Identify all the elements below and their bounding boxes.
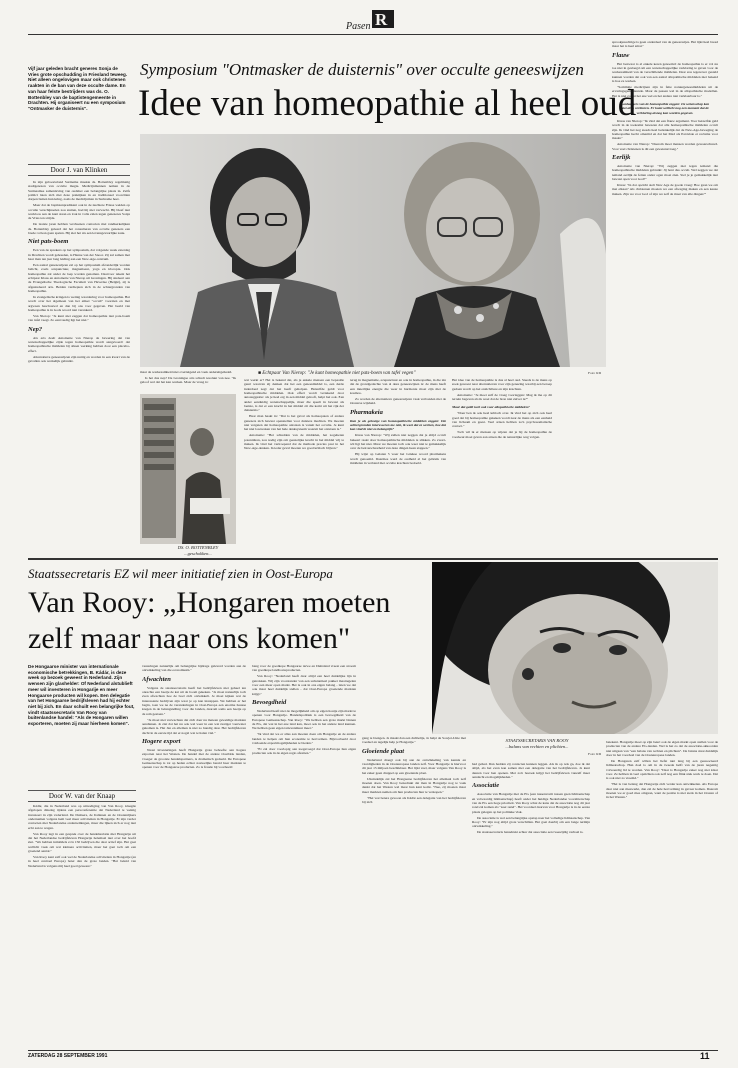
subheading: Pharmakeia — [350, 408, 383, 416]
article2-column-4 — [362, 736, 466, 1044]
photo-couple-credit: Foto: RD — [588, 371, 602, 375]
paragraph: maar de werkzaamheid niet overtuigend en vaak onderuitgehaald. — [140, 370, 233, 374]
article2-author: Door W. van der Knaap — [28, 790, 136, 802]
photo-couple — [140, 134, 606, 367]
paragraph: De staatssecretaris benadrukt echter dat associatie een tweezijdig verhaal is. — [477, 830, 584, 835]
paragraph: Associatie van Hongarije met de EG (een tussenvorm tussen geen lidmaatschap en volwaardig lidmaatschap) heeft onder het huidige Nederlandse voorzitterschap van de EG een hoge prioriteit. Van Rooy schat de kans dat de associatie nog dit jaar rond zal komen als "zeer reëel". Het voordeel daarvan voor Hongarije is in de eerste plaats gelegen op het politieke vlak. — [472, 792, 590, 814]
page-number: 11 — [700, 1051, 710, 1061]
paragraph: Zo worden de alternatieve geneeswijzen vaak verbonden met de Oosterse wijsheid. — [350, 396, 446, 406]
article1-column-1 — [28, 180, 130, 526]
article2-column-3 — [252, 664, 356, 1044]
paragraph: Uiteindelijk zal het Hongaarse bedrijfsleven het allemaal toch zelf moeten doen. Van Rooy benadrukt dat men in Hongarije nog te vaak denkt dat het Westen wel maar hun kant komt. "Nee, zij moeten maar meer markten nemen om hun producten hier te verkopen." — [362, 776, 466, 794]
paragraph: Volgens de staatssecretaris heeft het bedrijfsleven niet geheel ten onrechte een beetje de kat uit de boom gekeken. "Je moet natuurlijk toch even afwachten hoe de boel zich ontwikkelt. Je moet kijken wat de interessante bedrijven zijn waar je op kan instappen. We hebben er het begin, toen we na de veranderingen in Oost-Europa een enorme hausse kregen in de belangstelling voor die landen, daarom soms een beetje op de rem gestaan." — [142, 685, 246, 716]
svg-text:R: R — [375, 10, 388, 29]
pull-quote: Aanhangers van de homeopathie zeggen: De wetenschap kan niet alles verklaren. Er komt wellicht nog een moment dat de verklaring alsnog kan worden gegeven. — [620, 102, 710, 115]
article2-kicker: Staatssecretaris EZ wil meer initiatief zien in Oost-Europa — [28, 566, 333, 581]
caption-name: DS. O. BOTTENBLEY — [177, 545, 219, 550]
caption-name: STAATSSECRETARIS VAN ROOY — [505, 738, 569, 743]
article1-lead: Vijf jaar geleden bracht generes Sonja de Vries grote opschudding in Friesland teweeg. Niet alleen ongelovigen maar ook christenen raakten in de ban van deze occulte dame. En van haar felste bestrijders was ds. O. Bottenbley van de baptistengemeente in Drachten. Hij organiseert nu een symposium "Ontmasker de duisternis". — [28, 66, 128, 111]
article2-lead: De Hongaarse minister van internationale economische betrekkingen, B. Kádár, is deze week op bezoek geweest in Nederland. Zijn wensen zijn glashelder: Of Nederland alstublieft meer wil investeren in Hongarije en meer Hongaarse producten wil kopen. Een delegatie van het Hongaarse bedrijfsleven had hij echter niet bij zich. En daar schuilt een belangrijke fout, vindt staatssecretaris Van Rooy van buitenlandse handel: "Als de Hongaren willen exporteren, moeten zij maar hierheen komen". — [28, 664, 135, 727]
article1-column-3 — [244, 378, 344, 556]
paragraph: "Je moet niet verwachten dat zich daar nu meteen geweldige markten aandienen. Je ziet dat het nu ook wel weer in een wat rustiger vaarwater gekomen is. Het Jan en alleman is niet zo handig daar. Het bedrijfsleven dacht in de eerste tijd dat er nogal wat te halen viel." — [142, 717, 246, 735]
photo-couple-caption — [258, 371, 558, 377]
article-separator — [28, 558, 718, 560]
paragraph: "Het is van belang dat Hongarije zich verder kan ontwikkelen. Als Europa daar niet aan meewerkt, dan zal de hele hervorming in gevaar komen. Daarom moeten we er goed mee omgaan, want de positie is niet sterk in het Oosten of in het Westen." — [606, 782, 718, 800]
paragraph: "Ik vind dat we er alles aan moeten doen om Hongarije en de andere landen te helpen om hun economie te hervormen. Bijvoorbeeld door voldoende exportmogelijkheden te bieden." — [252, 732, 356, 745]
paragraph: Maar dat de baptistenpredikant ook in de nuchtere Friese weiden op occulte verschijnselen zou stuiten, had hij niet verwacht. Hij bleef niet werkloos aan de kant staan en trok in volle zalen tegen genezeres Sonja de Vries ten strijde. — [28, 203, 130, 221]
paragraph: Van Rooy: "Nederland heeft daar altijd een heel duidelijke lijn in getrokken. Wij zijn voorstander van een substantieel pakket maatregelen voor een meer open markt. Het is ook in ons eigen belang - laten we dat ook maar heel duidelijk stellen - dat Oost-Europa groeiende markten krijgt." — [252, 674, 356, 696]
paragraph: gang te brengen. Je maakt dan een dubbeltje, Je helpt de Sowjet-Unie met voedsel en tegelijk help je Hongarije." — [362, 736, 466, 745]
paragraph: "Sommige medicijnen zijn in feite natuurgeneesmiddelen uit de ervaringsgeneeskunde. Maar de passen wel in de allopathische modellen. Het is niet zo dat het ene wel en het andere niet verklaarbaar is." — [612, 85, 718, 98]
subheading: Gloeiende plaat — [362, 747, 405, 755]
paragraph: Antoinette: "Je moet zelf de vraag voorleggen: Mag ik me op dit terrein begeven als ik weet dat de bron niet zuiver is?" — [452, 392, 552, 401]
subheading: Hogere export — [142, 738, 181, 746]
paragraph: Klaas: "In dat opzicht stelt New Age de goede vraag: Hoe gaan we om met elkaar? Als christenen moeten we een afweging maken en een keuze maken. Zijn we voor God of zijn we zelf de maat van alle dingen?" — [612, 183, 718, 196]
photo-van-rooy-caption — [472, 738, 602, 750]
article1-author: Door J. van Klinken — [28, 164, 130, 176]
footer-rule — [28, 1050, 718, 1051]
section-logo-icon — [342, 10, 402, 32]
subheading: Nep? — [28, 325, 43, 333]
paragraph: wat werkt er? Het is bekend dat, als je enkele mensen een bepaalde geurt waarvan zij denken dat het een geneesmiddel is, een derde inderdaad zegt dat het heeft geholpen. Hetzelfde geldt voor homeopathische middelen. Ook effect wordt vertekend door autosuggestie: als je heel erg in een middel gelooft, helpt het ook. Een ander eenduidig wetenschappelijk, maar die speelt in bewust als laatste, is dat er een kracht in het middel zit die komt uit het rijk der duisternis." — [244, 378, 344, 413]
article1-column-2 — [140, 370, 236, 392]
paragraph: Haar man haakt in: "Dat is het geval als homeopaten of andere genezers zich bewust openstellen voor duistere machten. We moeten niet vergeten dat homeopathie ontstaan is vanuit het occulte. Je kunt het niet loszweken van het hele denksysteem waaruit het ontstaan is." — [244, 414, 344, 432]
caption-quote: ...balans van rechten en plichten... — [505, 744, 569, 749]
paragraph: Een aantal genezewijzen zal op het symposium afzonderlijk worden belicht, zoals acupunctuur, magnetiseur, yoga en iriscopie. Ook homeopathie zal onder de loep worden genomen. Daarvoor tekent het echtpaar Klaas en Antoinette van Nierop uit Groningen. Hij studeert aan de Evangelische Theologische Faculteit van Heverlee (België), zij is afgestudeerd arts. Beiden verdiepten zich in de achtergronden van homeopathie. — [28, 262, 130, 293]
paragraph: De associatie is wel een belangrijke opstap naar het volledige lidmaatschap. Van Rooy: "Er zijn nog altijd grote verschillen. Het gaat daarbij om een lange termijn ontwikkeling." — [472, 815, 590, 829]
caption-quote: ...geschokken... — [184, 551, 212, 556]
article2-column-6 — [606, 740, 718, 1044]
subheading: Associatie — [472, 782, 500, 790]
paragraph: "Daar ben ik ook heel kritisch over. Ik vind het op zich ook heel goed dat bij homeopathie gekeken wordt naar de mens als een eenheid van lichaam en geest. Veel artsen hebben zo'n psychosomatische contact." — [452, 411, 552, 429]
article2-column-2 — [142, 664, 246, 1044]
subheading: Eerlijk — [612, 154, 631, 162]
caption-text: Echtpaar Van Nierop: "Je kunt homeopathie niet pats-boem van tafel vegen" — [262, 371, 416, 376]
subheading: Afwachten — [142, 675, 171, 683]
article1-kicker: Symposium "Ontmasker de duisternis" over occulte geneeswijzen — [140, 60, 584, 79]
subheading: Flauw — [612, 51, 630, 59]
pull-quote: Maar dat geldt toch ook voor allopathische middelen? — [452, 405, 530, 410]
paragraph: Klaas van Nierop: "Wij zullen niet zeggen dat je altijd occult bekeert raakt door homeopathische middelen te slikken. Zo zwart-wit ligt het niet. Maar we moeten toch ook weer niet te gemakkelijk over de betrouwbaarheid van deze dingen heen stappen." — [350, 433, 446, 451]
pull-quote: Kun je als gelovige van homeopathische middelen zeggen: Die achtergronden interesseren me niet, ik weet dat ze werken, hoe dat kan vind ik niet zo belangrijk? — [350, 418, 446, 432]
paragraph: Klaas van Nierop: "Ik vind dat een flauw argument. Voor hetzelfde geld wordt in de toekomst bewezen dat alle homeopathische middelen occult zijn. Ik vind het nog steeds heel bedenkelijk dat de New-Age-beweging de homeopathie hecht omarmd en dat het Mad als Paravisie er reclame voor maakt." — [612, 119, 718, 141]
article1-column-6 — [612, 40, 718, 556]
paragraph: Van Rooy legt in een gesprek over de handelsrelatie met Hongarije uit dat het Nederlandse bedrijfsleven Hongarije helemaal niet over het hoofd ziet. "We hebben inmiddels zo'n 150 bedrijven die daar actief zijn. Het gaat wellicht vaak om wat kleinere activiteiten, maar het gaat toch om een groeiend aantal." — [28, 831, 136, 854]
bullet-icon: ■ — [258, 371, 263, 376]
paragraph: In zijn geboorteland Suriname maakte ds. Bottenbley regelmatig stadtgenoten van occulte magie. Medicijnmannen nemen in de Surinaamse samenleving van oudsher een belangrijke plaats in. Zelfs politici laten zich met deze praktijken in en traditioneel voorzitten dorpen buiten hun kring, zoals de medicijnman in Suriname heet. — [28, 180, 130, 202]
photo-van-rooy-credit: Foto: RD — [588, 752, 602, 756]
paragraph: Nederland heeft niet de mogelijkheid om op eigen houtje zijn markt te openen voor Hongarije. Handelspolitiek is een bevoegdheid van de Europese Gemeenschap. Van Rooy: "We hebben een grote markt binnen de EG, dat wat in het ene land kan, moet ook in het andere land kunnen. We hebben geen eigen tarievenmuur meer." — [252, 709, 356, 731]
paragraph: Kádár, die in Nederland was op uitnodiging van Van Rooy, klaagde afgelopen dinsdag tijdens een persconferentie dat Nederland te weinig investeert in zijn vaderland. De Duitsers, de Italianen en de Oostenrijkers ondernemen volgens hem veel meer activiteiten in Hongarije. Er zijn verder contacten met Nederlandse ondernemingen, maar die lijken zich er nog niet echt aan te wagen. — [28, 804, 136, 830]
paragraph: "Het wat betere gewoon als Kádár een delegatie van het bedrijfsleven bij zich — [362, 795, 466, 804]
photo-van-rooy — [432, 562, 718, 734]
paragraph: betekent. Hongarije moet op zijn beurt ook de eigen markt open stellen voor de producten van de andere EG-landen. Wel is het zo dat de associatie-akkoorden niet uitgaan van "een balans van rechten en plichten". De balans slaat duidelijk door in het voordeel van de Oosteuropese landen. — [606, 740, 718, 758]
subheading: Bevoegdheid — [252, 699, 287, 706]
paragraph: Hij wijst op Galaten 5 waar het Griekse woord pharmakeia wordt genoemd. Daarmee werd de oudheid al het gebruik van middelen in verband met occulte krachten bedoeld. — [350, 452, 446, 465]
paragraph: sprookjesachtige is geen onderdeel van de geneeswijze. Het lijkt heel breed maar het is heel smal." — [612, 40, 718, 49]
paragraph: De Hongaren zelf willen het liefst niet lang bij een geassocieerd lidmaatschap. Hun doel is om in de tweede helft van de jaren negentig volwaardig lid te worden. Van Rooy: "Daar is Hongarije zeker nog niet klaar voor. Ze hebben in veel opzichten ook zelf nog een flink stuk werk te doen. Dat is ook niet zo vreemd." — [606, 758, 718, 781]
photo-bottenbley — [140, 394, 236, 544]
article2-column-1 — [28, 804, 136, 1044]
paragraph: vesteringen natuurlijk om belangrijke bijdrage geleverd worden aan de ontwikkeling van die economieën." — [142, 664, 246, 673]
paragraph: bang voor de goedkope Hongaarse tarwe en Duitsland vreest een stroom van goedkope landbouwproducten. — [252, 664, 356, 673]
section-logo — [342, 10, 402, 32]
paragraph: Het idee van de homeopathie is dus al heel oud. Steeds is de mens op zoek geweest naar alternatieven voor zijn genezing waarbij een beroep gedaan wordt op het onzichtbare en zijn krachten. — [452, 378, 552, 391]
paragraph: Een van de sprekers op het symposium, dat volgende week zaterdag in Drachten wordt gehouden, is Hanne van der Snoor. Zij zal samen met haar man ten jaar lang leiding aan een New-Age-centrum. — [28, 248, 130, 261]
paragraph: In evangelische kringen is weinig waardering voor homeopathie. Het wordt over het algemeen van het etiket "occult" voorzien en met argwaan beschouwd en dan bij ons voor gegeven. Het beeld van homeopathie is in Gods woord niet verankerd. — [28, 294, 130, 312]
top-rule — [28, 34, 718, 35]
article2-headline-line2: zelf maar naar ons komen" — [28, 622, 351, 655]
paragraph: Nederland draagt ook bij aan de ontwikkeling van kennis en vaardigheden in de Oosteuropese landen zelf. Voor Hongarije is hiervoor dit jaar 15 miljoen beschikbaar. Het lijkt veel, maar volgens Van Rooy is het zeker geen druppel op een gloeiende plaat. — [362, 757, 466, 775]
photo-bottenbley-caption — [150, 545, 246, 557]
paragraph: terug in magnetisme, acupunctuur en ook in homeopathie, in die zin dat de grondgedachte van al deze geneeswijzen is: de mens heeft een innerlijke energie die weer in harmonie moet zijn met de kosmos. — [350, 378, 446, 396]
paragraph: Het bezwaar is al enkele keren genoemd: de homeopathie is er vol nu toe niet in geslaagd om een wetenschappelijke verklaring te geven voor de werkzaamheid van de verschillende middelen. Daar zou tegenover gesteld kunnen worden dat ook van een aantal allopathische middelen niet bekend is hoe ze werken. — [612, 61, 718, 84]
paragraph: Van Rooy kent zelf ook wel de Nederlandse activiteiten in Hongarije (en in heel centraal Europa) beter dan de grote landen. "Het beleid van Nederland is volgens mij heel goed geweest." — [28, 854, 136, 868]
paragraph: Toch wil ik er mensen op wijzen dat je bij de homeopathie de voorkeur moet geven aan artsen die de natuurlijke weg volgen. — [452, 430, 552, 439]
article2-column-5 — [472, 762, 590, 1044]
article1-headline: Idee van homeopathie al heel oud — [138, 83, 637, 124]
article1-column-4 — [350, 378, 446, 556]
paragraph: Antoinette van Nierop: "Wij zeggen niet tegen iemand die homeopathische middelen gebruikt: Jij bent dus occult. Wel zeggen we dat iemand eerlijk de feiten onder ogen moet zien. Stel je je gemakkelijk niet bewust open voor God?" — [612, 164, 718, 182]
paragraph: Alternatieve geneeswijzen zijn nuttig en worden in een kwart van de gevallen ook werkelijk gebruikt. — [28, 354, 130, 363]
paragraph: Van Nierop: "Je kunt niet zeggen dat homeopathie niet pats-boem van tafel veegt. Zo eenvoudig ligt het niet." — [28, 313, 130, 323]
paragraph: De laatste jaren hebben verdwenen contacten met randkerkelijken ds. Bottenbley geleerd dat het consulteren van occulte genezers een brede rol kan gaan spelen. Hij ziet het als een levensgevaarlijke zaak. — [28, 222, 130, 235]
paragraph: "Er zal door voorlopig aan toegevoegd dat Oost-Europa hun eigen producten ook in de eigen regio afzetten." — [252, 746, 356, 756]
article2-headline-line1: Van Rooy: „Hongaren moeten — [28, 586, 391, 619]
subheading: Niet pats-boem — [28, 238, 69, 246]
paragraph: Antoinette van Nierop: "Daarom moet mensen worden gewaarschuwd. Voor veel christenen is dit een gewetensvraag." — [612, 142, 718, 151]
paragraph: Naast investeringen heeft Hongarije grote behoefte aan hogere exporten naar het Westen. De handel met de andere Oostblok landen, vroeger de grootste handelspartners, is dramatisch gedaald. De Europese Gemeenschap is tot op heden echter nauwelijks bereid haar markten te openen voor de Hongaarse producten. Zo is fraude bij voorbeeld — [142, 748, 246, 770]
paragraph: Antoinette: "Het schudden van de middelen, het zogeheten potentiëren, zou nodig zijn om geestelijke kracht in het middel vrij te maken. Ik vind het vertroepend dat de methode precies past in het New-Age-denken. In ieder geval moeten we goed kritisch blijven." — [244, 433, 344, 451]
paragraph: had gehad. Dan hadden zij contacten kunnen leggen. Als ik op reis ga, doe ik dat altijd, als het even kan samen met een delegatie van het bedrijfsleven. Je kunt deuren voor hen openen. Met zo'n bezoek krijgt het bedrijfsleven vanzelf meer aandacht en mogelijkheden." — [472, 762, 590, 780]
section-logo-text: Pasen — [346, 21, 371, 32]
article1-column-5 — [452, 378, 552, 556]
paragraph: Als arts deelt Antoinette van Nierop de bewering dat van wetenschappelijke zijde tegen homeopathie wordt aangevoerd: dat homeopathische middelen bij alleen werking hebben door een placebo-effect. — [28, 335, 130, 353]
paragraph: Is het dus nep? De Groningse arts schudt resoluut van nee. "Ik geloof wel dat het kan werken. Maar de vraag is: — [140, 375, 236, 385]
footer-date: ZATERDAG 28 SEPTEMBER 1991 — [28, 1053, 108, 1059]
